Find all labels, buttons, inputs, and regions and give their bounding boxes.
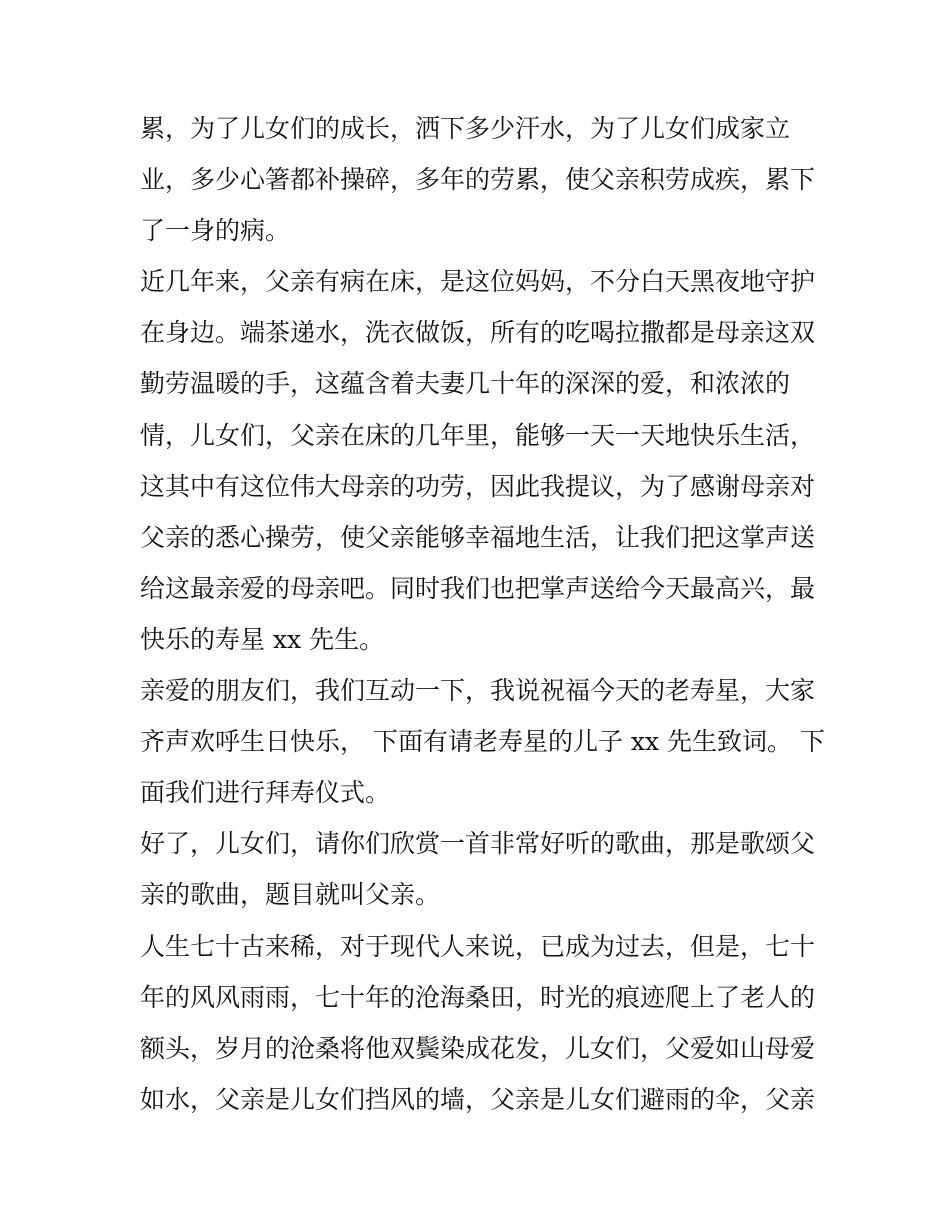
text-line: 齐声欢呼生日快乐， 下面有请老寿星的儿子 xx 先生致词。 下 <box>140 727 825 757</box>
text-line: 亲爱的朋友们，我们互动一下，我说祝福今天的老寿星，大家 <box>140 676 816 706</box>
text-line: 父亲的悉心操劳，使父亲能够幸福地生活，让我们把这掌声送 <box>140 522 816 552</box>
text-line: 勤劳温暖的手，这蕴含着夫妻几十年的深深的爱，和浓浓的 <box>140 369 791 399</box>
text-line: 好了，儿女们，请你们欣赏一首非常好听的歌曲，那是歌颂父 <box>140 829 816 859</box>
text-line: 情，儿女们，父亲在床的几年里，能够一天一天地快乐生活， <box>140 420 816 450</box>
document-body <box>140 103 825 1125</box>
text-line: 如水，父亲是儿女们挡风的墙，父亲是儿女们避雨的伞，父亲 <box>140 1084 816 1114</box>
text-line: 额头，岁月的沧桑将他双鬓染成花发，儿女们，父爱如山母爱 <box>140 1033 816 1063</box>
text-line: 近几年来，父亲有病在床，是这位妈妈，不分白天黑夜地守护 <box>140 267 816 297</box>
text-line: 这其中有这位伟大母亲的功劳，因此我提议，为了感谢母亲对 <box>140 471 816 501</box>
text-line: 亲的歌曲，题目就叫父亲。 <box>140 880 441 910</box>
text-line: 人生七十古来稀，对于现代人来说，已成为过去，但是，七十 <box>140 931 816 961</box>
text-line: 在身边。端茶递水，洗衣做饭，所有的吃喝拉撒都是母亲这双 <box>140 318 816 348</box>
text-line: 了一身的病。 <box>140 216 291 246</box>
text-line: 业，多少心箸都补操碎，多年的劳累，使父亲积劳成疾，累下 <box>140 165 816 195</box>
text-line: 快乐的寿星 xx 先生。 <box>140 624 385 654</box>
text-line: 面我们进行拜寿仪式。 <box>140 778 391 808</box>
text-line: 给这最亲爱的母亲吧。同时我们也把掌声送给今天最高兴，最 <box>140 573 816 603</box>
text-line: 累，为了儿女们的成长，洒下多少汗水，为了儿女们成家立 <box>140 114 791 143</box>
text-line: 年的风风雨雨，七十年的沧海桑田，时光的痕迹爬上了老人的 <box>140 982 816 1012</box>
